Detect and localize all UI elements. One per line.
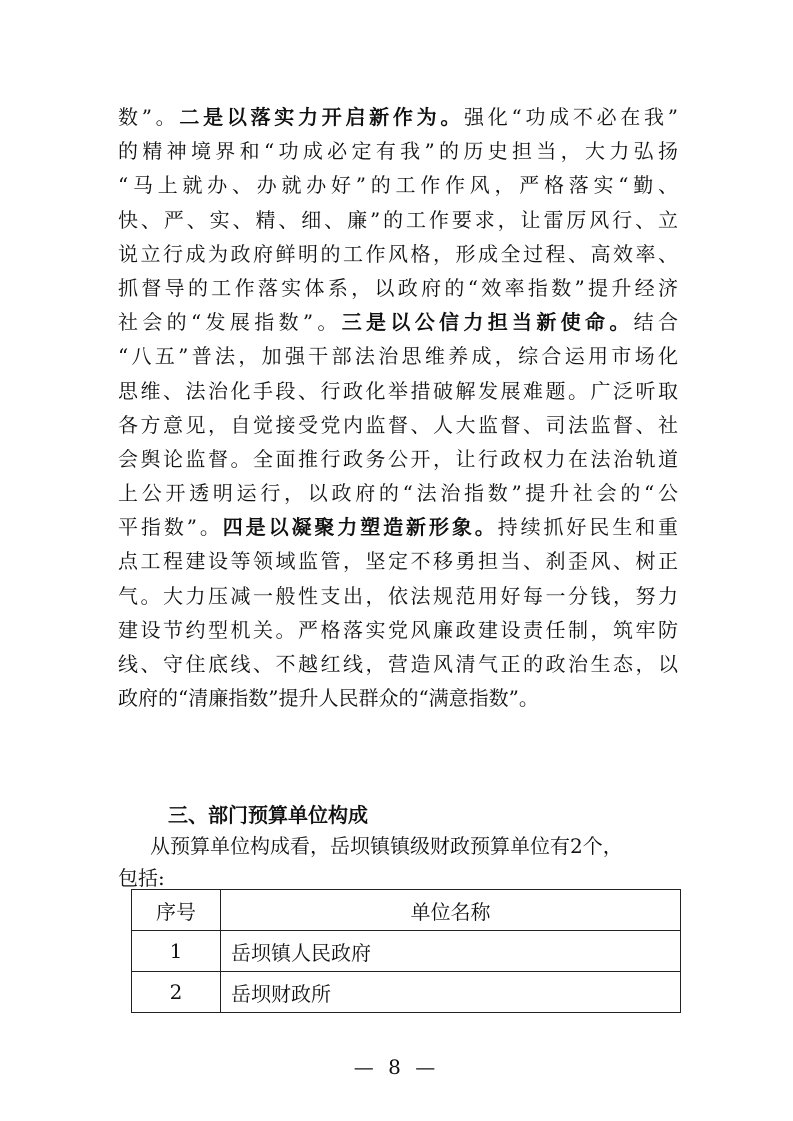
row-number-cell: 1: [132, 931, 221, 972]
table-row: [132, 972, 681, 1013]
text-line: 包括:: [118, 866, 165, 890]
column-header-number: 序号: [132, 890, 221, 931]
body-paragraph: [118, 100, 678, 715]
text-line: 气。大力压减一般性支出，依法规范用好每一分钱，努力: [118, 583, 678, 608]
page-number: — 8 —: [353, 1055, 440, 1079]
text-line: 思维、法治化手段、行政化举措破解发展难题。广泛听取: [118, 378, 678, 403]
section-heading: 三、部门预算单位构成: [168, 803, 368, 827]
text-line: 说立行成为政府鲜明的工作风格，形成全过程、高效率、: [118, 241, 678, 266]
unit-name-cell: 岳坝镇人民政府: [221, 931, 681, 972]
text-line: 上公开透明运行，以政府的“法治指数”提升社会的“公: [118, 481, 678, 506]
text-line: 会舆论监督。全面推行政务公开，让行政权力在法治轨道: [118, 446, 678, 471]
text-line: 点工程建设等领域监管，坚定不移勇担当、刹歪风、树正: [118, 549, 678, 574]
text-line: “马上就办、办就办好”的工作作风，严格落实“勤、: [118, 173, 678, 198]
text-line: 的精神境界和“功成必定有我”的历史担当，大力弘扬: [118, 139, 678, 164]
text-line: “八五”普法，加强干部法治思维养成，综合运用市场化: [118, 344, 678, 369]
bold-phrase: 二是以落实力开启新作为。: [179, 105, 465, 129]
text-line: 线、守住底线、不越红线，营造风清气正的政治生态，以: [118, 652, 678, 676]
table-header-row: [132, 890, 681, 931]
text-line: 政府的“清廉指数”提升人民群众的“满意指数”。: [118, 686, 539, 711]
budget-units-table: [131, 889, 681, 1013]
bold-phrase: 三是以公信力担当新使命。: [341, 310, 634, 335]
table-row: [132, 931, 681, 972]
text-line: 社会的“发展指数”。三是以公信力担当新使命。结合: [118, 310, 678, 335]
row-number-cell: 2: [132, 972, 221, 1013]
text-line: 数”。二是以落实力开启新作为。强化“功成不必在我”: [118, 105, 678, 129]
text-line: 快、严、实、精、细、廉”的工作要求，让雷厉风行、立: [118, 207, 678, 232]
unit-name-cell: 岳坝财政所: [221, 972, 681, 1013]
column-header-unit-name: 单位名称: [221, 890, 681, 931]
text-line: 从预算单位构成看，岳坝镇镇级财政预算单位有2个，: [150, 834, 623, 858]
bold-phrase: 四是以凝聚力塑造新形象。: [222, 515, 498, 540]
text-line: 各方意见，自觉接受党内监督、人大监督、司法监督、社: [118, 412, 678, 437]
budget-units-paragraph: [118, 830, 678, 894]
text-line: 平指数”。四是以凝聚力塑造新形象。持续抓好民生和重: [118, 515, 678, 540]
text-line: 抓督导的工作落实体系，以政府的“效率指数”提升经济: [118, 275, 678, 300]
text-line: 建设节约型机关。严格落实党风廉政建设责任制，筑牢防: [118, 617, 678, 642]
